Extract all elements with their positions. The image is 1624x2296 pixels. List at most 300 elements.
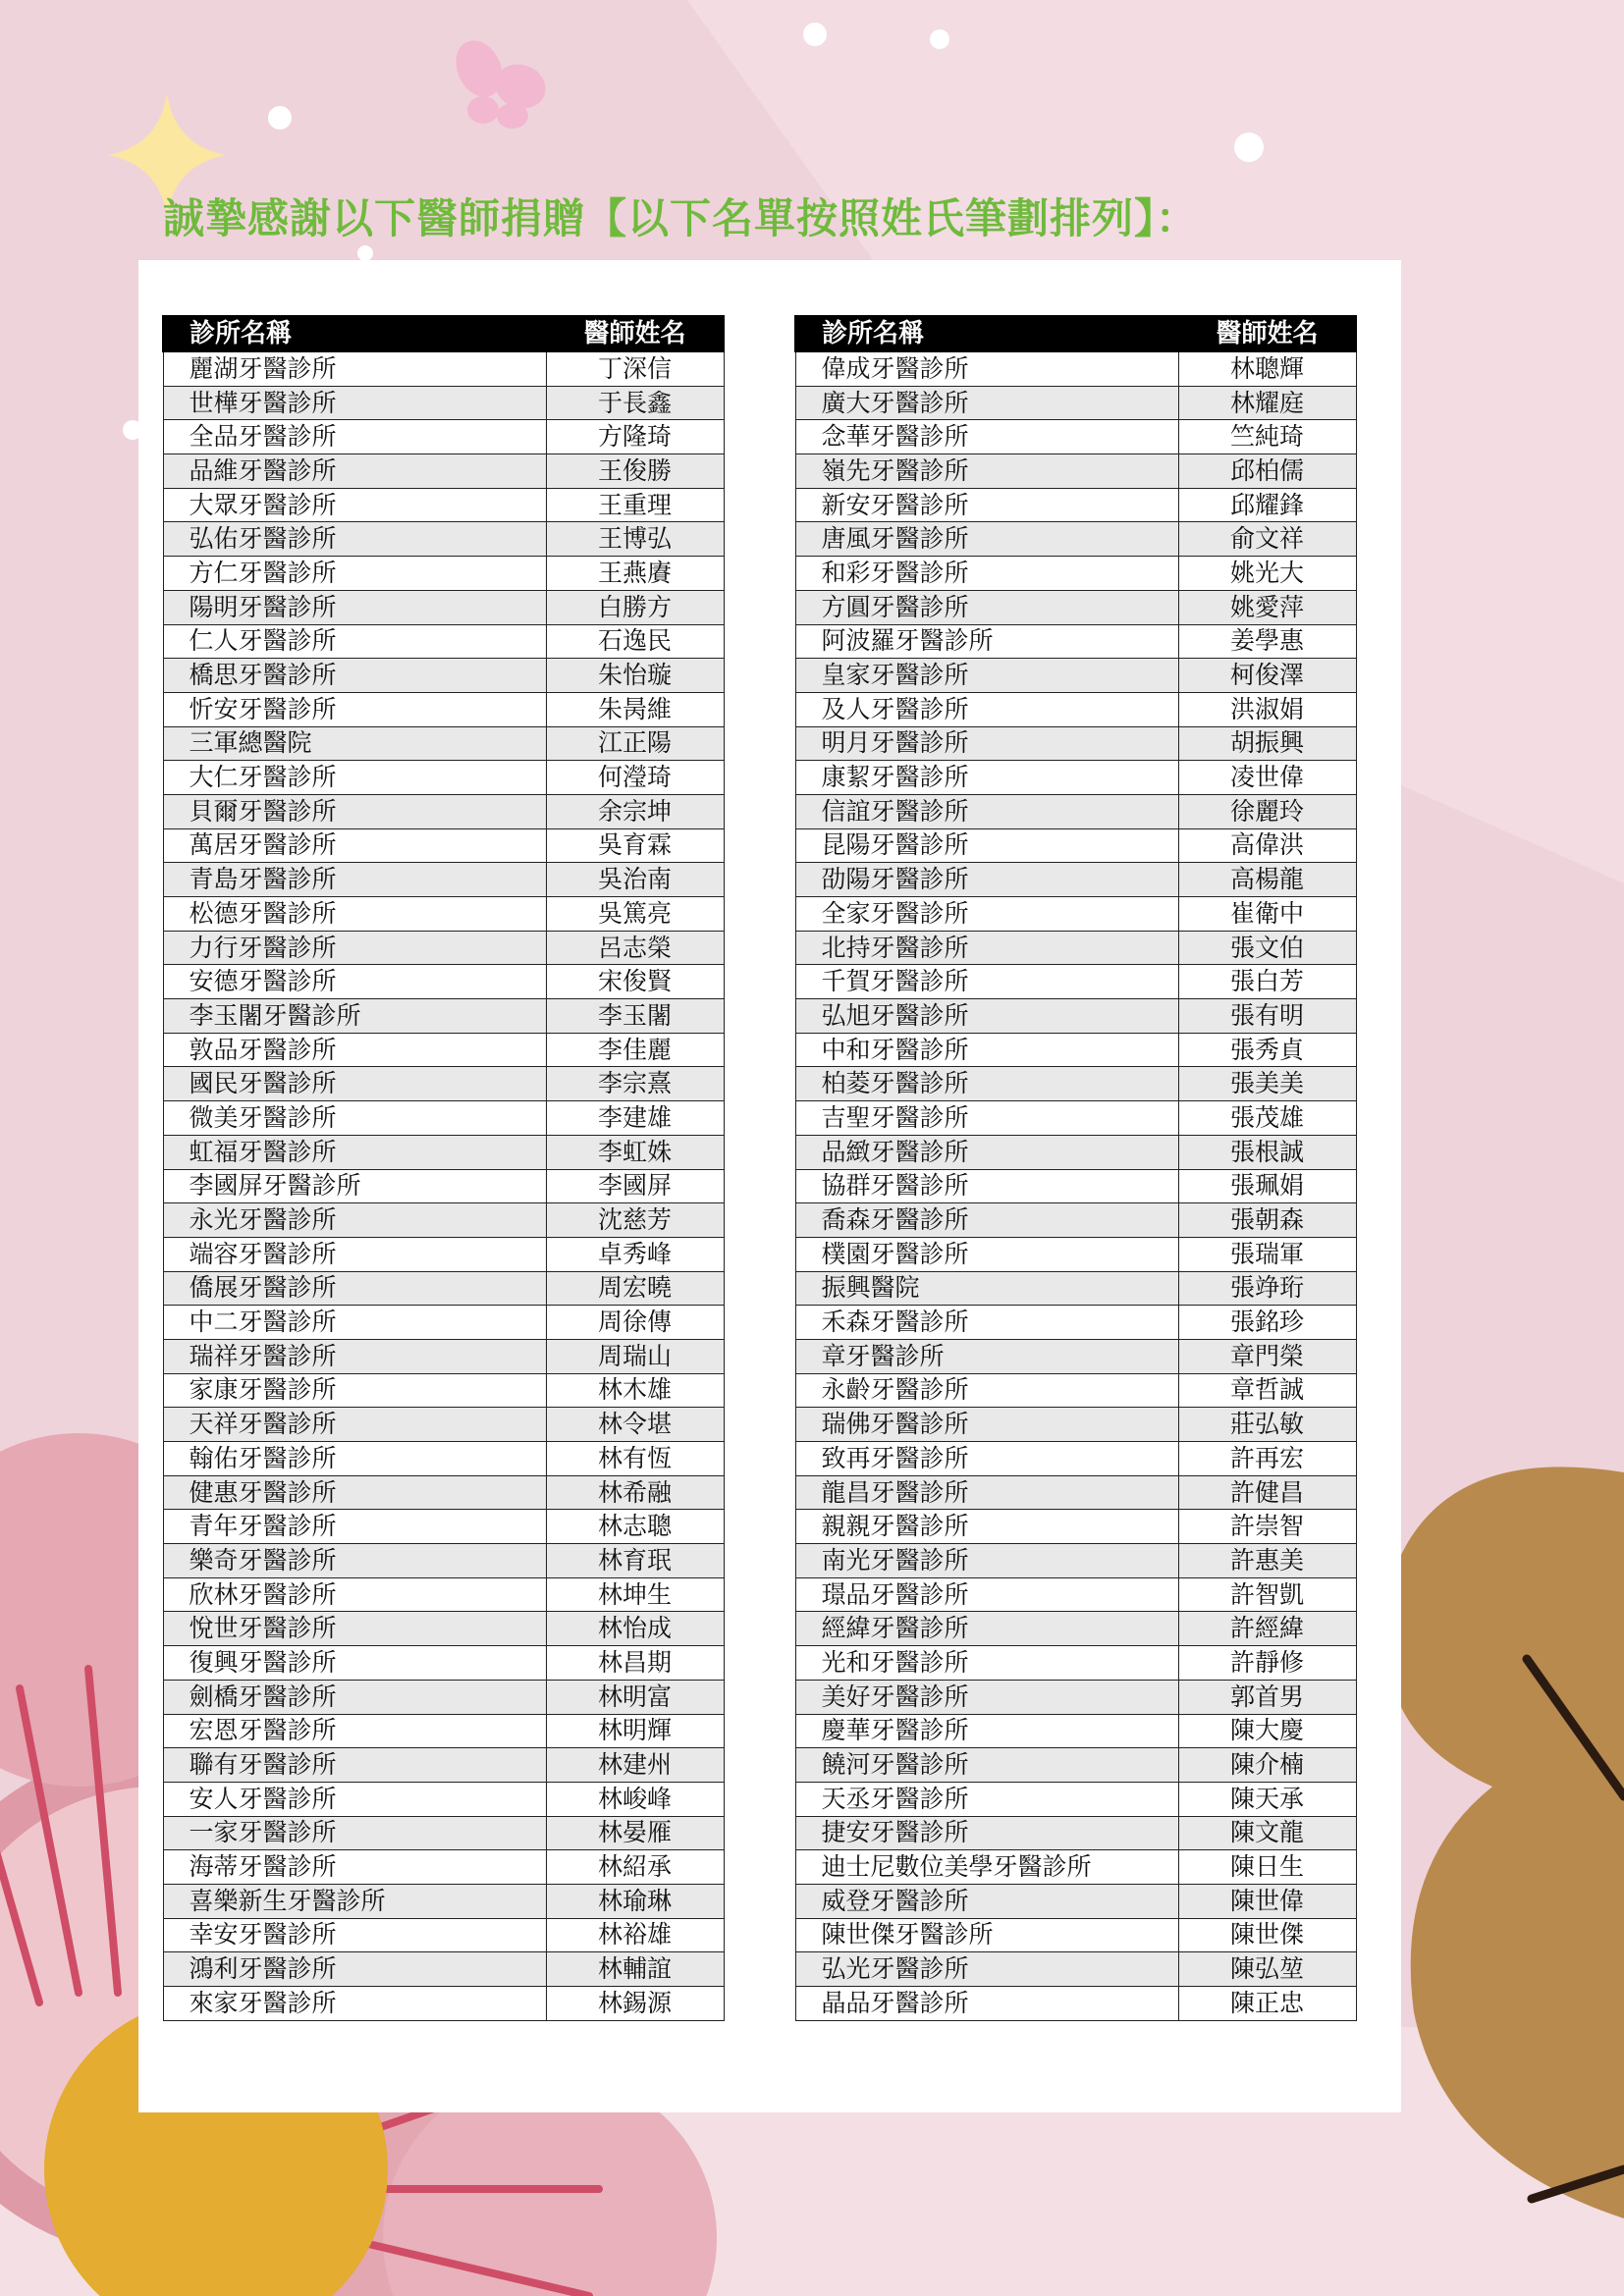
clinic-name-cell: 李玉闍牙醫診所 — [163, 999, 546, 1034]
table-row — [163, 1748, 724, 1783]
doctor-name-cell: 高偉洪 — [1178, 828, 1356, 863]
clinic-name-cell: 力行牙醫診所 — [163, 931, 546, 965]
doctor-name-cell: 林瑜琳 — [546, 1884, 724, 1918]
clinic-name-cell: 全家牙醫診所 — [795, 897, 1178, 932]
clinic-name-cell: 經緯牙醫診所 — [795, 1612, 1178, 1646]
table-row — [795, 1373, 1356, 1408]
table-row — [795, 1544, 1356, 1578]
clinic-name-cell: 陳世傑牙醫診所 — [795, 1918, 1178, 1952]
clinic-name-cell: 鴻利牙醫診所 — [163, 1952, 546, 1987]
doctor-name-cell: 林裕雄 — [546, 1918, 724, 1952]
table-row — [795, 999, 1356, 1034]
clinic-name-cell: 安人牙醫診所 — [163, 1782, 546, 1816]
table-row — [163, 1952, 724, 1987]
table-row — [163, 1850, 724, 1885]
clinic-name-cell: 章牙醫診所 — [795, 1339, 1178, 1373]
clinic-name-cell: 中和牙醫診所 — [795, 1033, 1178, 1067]
doctor-name-cell: 王博弘 — [546, 522, 724, 557]
table-row — [795, 1510, 1356, 1544]
doctor-name-cell: 林建州 — [546, 1748, 724, 1783]
clinic-name-cell: 迪士尼數位美學牙醫診所 — [795, 1850, 1178, 1885]
doctor-name-cell: 朱怡璇 — [546, 659, 724, 693]
donor-table-left — [162, 315, 725, 2021]
table-row — [163, 1918, 724, 1952]
table-row — [163, 1442, 724, 1476]
table-row — [163, 1816, 724, 1850]
table-row — [163, 1544, 724, 1578]
clinic-name-cell: 青島牙醫診所 — [163, 863, 546, 897]
table-row — [795, 522, 1356, 557]
clinic-name-cell: 樂奇牙醫診所 — [163, 1544, 546, 1578]
clinic-name-cell: 信誼牙醫診所 — [795, 794, 1178, 828]
doctor-name-cell: 姚光大 — [1178, 557, 1356, 591]
table-row — [163, 1577, 724, 1612]
table-row — [795, 1339, 1356, 1373]
clinic-name-cell: 禾森牙醫診所 — [795, 1306, 1178, 1340]
clinic-name-cell: 復興牙醫診所 — [163, 1646, 546, 1681]
table-row — [163, 454, 724, 489]
table-row — [163, 386, 724, 420]
doctor-name-cell: 李國屏 — [546, 1169, 724, 1203]
doctor-name-cell: 王重理 — [546, 488, 724, 522]
table-row — [795, 590, 1356, 624]
doctor-name-cell: 張美美 — [1178, 1067, 1356, 1101]
doctor-name-cell: 許經緯 — [1178, 1612, 1356, 1646]
doctor-name-cell: 陳弘堃 — [1178, 1952, 1356, 1987]
clinic-name-cell: 千賀牙醫診所 — [795, 965, 1178, 999]
clinic-name-cell: 南光牙醫診所 — [795, 1544, 1178, 1578]
table-row — [163, 624, 724, 659]
doctor-name-cell: 張朝森 — [1178, 1203, 1356, 1238]
clinic-name-cell: 晶品牙醫診所 — [795, 1987, 1178, 2021]
doctor-name-cell: 陳文龍 — [1178, 1816, 1356, 1850]
table-row — [795, 794, 1356, 828]
table-row — [163, 590, 724, 624]
clinic-name-cell: 一家牙醫診所 — [163, 1816, 546, 1850]
clinic-name-cell: 大仁牙醫診所 — [163, 761, 546, 795]
clinic-name-cell: 健惠牙醫診所 — [163, 1475, 546, 1510]
clinic-name-cell: 新安牙醫診所 — [795, 488, 1178, 522]
doctor-name-cell: 陳天承 — [1178, 1782, 1356, 1816]
table-row — [163, 726, 724, 761]
clinic-name-cell: 瑞佛牙醫診所 — [795, 1408, 1178, 1442]
clinic-name-cell: 吉聖牙醫診所 — [795, 1101, 1178, 1136]
doctor-name-cell: 呂志榮 — [546, 931, 724, 965]
doctor-name-cell: 林志聰 — [546, 1510, 724, 1544]
table-row — [795, 1033, 1356, 1067]
doctor-name-cell: 李玉闍 — [546, 999, 724, 1034]
doctor-name-cell: 周瑞山 — [546, 1339, 724, 1373]
doctor-name-cell: 丁深信 — [546, 351, 724, 386]
table-row — [795, 1884, 1356, 1918]
doctor-name-cell: 林聰輝 — [1178, 351, 1356, 386]
clinic-name-cell: 致再牙醫診所 — [795, 1442, 1178, 1476]
table-row — [795, 931, 1356, 965]
doctor-name-cell: 俞文祥 — [1178, 522, 1356, 557]
doctor-name-cell: 李佳麗 — [546, 1033, 724, 1067]
table-row — [795, 1169, 1356, 1203]
clinic-name-cell: 璟品牙醫診所 — [795, 1577, 1178, 1612]
doctor-name-cell: 邱耀鋒 — [1178, 488, 1356, 522]
clinic-name-cell: 忻安牙醫診所 — [163, 692, 546, 726]
page-heading: 誠摯感謝以下醫師捐贈【以下名單按照姓氏筆劃排列】： — [163, 194, 1199, 242]
table-row — [163, 1237, 724, 1271]
table-row — [795, 624, 1356, 659]
doctor-name-cell: 吳篤亮 — [546, 897, 724, 932]
clinic-name-cell: 翰佑牙醫診所 — [163, 1442, 546, 1476]
clinic-name-cell: 中二牙醫診所 — [163, 1306, 546, 1340]
table-header-row — [795, 316, 1356, 351]
doctor-name-cell: 高楊龍 — [1178, 863, 1356, 897]
doctor-name-cell: 李宗熹 — [546, 1067, 724, 1101]
clinic-name-cell: 喜樂新生牙醫診所 — [163, 1884, 546, 1918]
clinic-name-cell: 龍昌牙醫診所 — [795, 1475, 1178, 1510]
doctor-name-cell: 林明富 — [546, 1680, 724, 1714]
table-row — [795, 1987, 1356, 2021]
doctor-name-cell: 莊弘敏 — [1178, 1408, 1356, 1442]
clinic-name-cell: 麗湖牙醫診所 — [163, 351, 546, 386]
clinic-name-cell: 李國屏牙醫診所 — [163, 1169, 546, 1203]
table-row — [163, 1475, 724, 1510]
doctor-name-cell: 陳世偉 — [1178, 1884, 1356, 1918]
doctor-name-cell: 周徐傳 — [546, 1306, 724, 1340]
clinic-name-cell: 威登牙醫診所 — [795, 1884, 1178, 1918]
table-row — [163, 761, 724, 795]
table-row — [795, 1135, 1356, 1169]
clinic-name-cell: 唐風牙醫診所 — [795, 522, 1178, 557]
clinic-name-cell: 松德牙醫診所 — [163, 897, 546, 932]
clinic-name-cell: 協群牙醫診所 — [795, 1169, 1178, 1203]
clinic-name-cell: 廣大牙醫診所 — [795, 386, 1178, 420]
table-row — [795, 761, 1356, 795]
doctor-name-cell: 宋俊賢 — [546, 965, 724, 999]
doctor-name-cell: 胡振興 — [1178, 726, 1356, 761]
clinic-name-cell: 念華牙醫診所 — [795, 420, 1178, 454]
doctor-name-cell: 崔衛中 — [1178, 897, 1356, 932]
clinic-name-cell: 昆陽牙醫診所 — [795, 828, 1178, 863]
doctor-name-cell: 陳正忠 — [1178, 1987, 1356, 2021]
table-row — [795, 726, 1356, 761]
table-row — [163, 351, 724, 386]
doctor-name-cell: 吳育霖 — [546, 828, 724, 863]
table-row — [795, 1408, 1356, 1442]
table-row — [795, 1067, 1356, 1101]
table-header-row — [163, 316, 724, 351]
clinic-name-cell: 端容牙醫診所 — [163, 1237, 546, 1271]
table-row — [163, 1135, 724, 1169]
doctor-name-cell: 陳介楠 — [1178, 1748, 1356, 1783]
doctor-name-cell: 石逸民 — [546, 624, 724, 659]
doctor-name-cell: 林育珉 — [546, 1544, 724, 1578]
clinic-name-cell: 陽明牙醫診所 — [163, 590, 546, 624]
table-row — [795, 420, 1356, 454]
clinic-name-cell: 三軍總醫院 — [163, 726, 546, 761]
doctor-name-cell: 林峻峰 — [546, 1782, 724, 1816]
clinic-name-cell: 世樺牙醫診所 — [163, 386, 546, 420]
clinic-name-cell: 方仁牙醫診所 — [163, 557, 546, 591]
clinic-name-cell: 劭陽牙醫診所 — [795, 863, 1178, 897]
table-row — [795, 454, 1356, 489]
clinic-name-cell: 阿波羅牙醫診所 — [795, 624, 1178, 659]
clinic-name-cell: 捷安牙醫診所 — [795, 1816, 1178, 1850]
doctor-name-cell: 李建雄 — [546, 1101, 724, 1136]
clinic-name-cell: 喬森牙醫診所 — [795, 1203, 1178, 1238]
doctor-name-cell: 姜學惠 — [1178, 624, 1356, 659]
doctor-name-cell: 王燕賡 — [546, 557, 724, 591]
table-row — [163, 999, 724, 1034]
table-row — [163, 1680, 724, 1714]
clinic-name-cell: 明月牙醫診所 — [795, 726, 1178, 761]
doctor-name-cell: 許智凱 — [1178, 1577, 1356, 1612]
doctor-name-cell: 林耀庭 — [1178, 386, 1356, 420]
clinic-name-cell: 宏恩牙醫診所 — [163, 1714, 546, 1748]
clinic-name-cell: 虹福牙醫診所 — [163, 1135, 546, 1169]
table-row — [795, 863, 1356, 897]
clinic-name-cell: 弘佑牙醫診所 — [163, 522, 546, 557]
doctor-name-cell: 許靜修 — [1178, 1646, 1356, 1681]
doctor-name-cell: 張白芳 — [1178, 965, 1356, 999]
doctor-name-cell: 林有恆 — [546, 1442, 724, 1476]
table-row — [163, 1306, 724, 1340]
table-row — [163, 692, 724, 726]
doctor-name-cell: 周宏曉 — [546, 1271, 724, 1306]
clinic-name-cell: 來家牙醫診所 — [163, 1987, 546, 2021]
doctor-name-cell: 張根誠 — [1178, 1135, 1356, 1169]
doctor-name-cell: 姚愛萍 — [1178, 590, 1356, 624]
doctor-name-cell: 洪淑娟 — [1178, 692, 1356, 726]
table-row — [795, 1271, 1356, 1306]
clinic-name-cell: 安德牙醫診所 — [163, 965, 546, 999]
table-row — [795, 1646, 1356, 1681]
table-row — [795, 897, 1356, 932]
doctor-name-cell: 張銘珍 — [1178, 1306, 1356, 1340]
table-row — [163, 863, 724, 897]
doctor-name-cell: 張茂雄 — [1178, 1101, 1356, 1136]
doctor-name-cell: 凌世偉 — [1178, 761, 1356, 795]
doctor-name-cell: 沈慈芳 — [546, 1203, 724, 1238]
table-row — [795, 1952, 1356, 1987]
doctor-name-cell: 張有明 — [1178, 999, 1356, 1034]
doctor-name-cell: 于長鑫 — [546, 386, 724, 420]
clinic-name-cell: 美好牙醫診所 — [795, 1680, 1178, 1714]
doctor-name-cell: 林晏雁 — [546, 1816, 724, 1850]
doctor-name-cell: 李虹姝 — [546, 1135, 724, 1169]
table-row — [163, 1033, 724, 1067]
clinic-name-cell: 貝爾牙醫診所 — [163, 794, 546, 828]
table-row — [163, 1884, 724, 1918]
doctor-name-cell: 林錫源 — [546, 1987, 724, 2021]
clinic-name-cell: 仁人牙醫診所 — [163, 624, 546, 659]
clinic-name-cell: 和彩牙醫診所 — [795, 557, 1178, 591]
doctor-name-header: 醫師姓名 — [1178, 316, 1356, 351]
table-row — [163, 1714, 724, 1748]
clinic-name-cell: 弘旭牙醫診所 — [795, 999, 1178, 1034]
table-row — [795, 488, 1356, 522]
doctor-name-cell: 林坤生 — [546, 1577, 724, 1612]
table-row — [795, 692, 1356, 726]
clinic-name-cell: 天丞牙醫診所 — [795, 1782, 1178, 1816]
doctor-name-cell: 張秀貞 — [1178, 1033, 1356, 1067]
clinic-name-cell: 劍橋牙醫診所 — [163, 1680, 546, 1714]
doctor-name-cell: 白勝方 — [546, 590, 724, 624]
clinic-name-cell: 聯有牙醫診所 — [163, 1748, 546, 1783]
table-row — [163, 1782, 724, 1816]
doctor-name-cell: 林紹承 — [546, 1850, 724, 1885]
table-row — [795, 351, 1356, 386]
clinic-name-cell: 偉成牙醫診所 — [795, 351, 1178, 386]
clinic-name-cell: 方圓牙醫診所 — [795, 590, 1178, 624]
clinic-name-cell: 國民牙醫診所 — [163, 1067, 546, 1101]
doctor-name-cell: 王俊勝 — [546, 454, 724, 489]
doctor-name-cell: 張文伯 — [1178, 931, 1356, 965]
table-row — [163, 794, 724, 828]
table-row — [795, 1850, 1356, 1885]
clinic-name-cell: 品緻牙醫診所 — [795, 1135, 1178, 1169]
clinic-name-cell: 全品牙醫診所 — [163, 420, 546, 454]
doctor-name-cell: 方隆琦 — [546, 420, 724, 454]
table-row — [163, 557, 724, 591]
doctor-name-cell: 張竫珩 — [1178, 1271, 1356, 1306]
clinic-name-cell: 僑展牙醫診所 — [163, 1271, 546, 1306]
clinic-name-cell: 瑞祥牙醫診所 — [163, 1339, 546, 1373]
table-row — [163, 1987, 724, 2021]
doctor-name-cell: 張珮娟 — [1178, 1169, 1356, 1203]
clinic-name-cell: 品維牙醫診所 — [163, 454, 546, 489]
clinic-name-cell: 振興醫院 — [795, 1271, 1178, 1306]
clinic-name-cell: 欣林牙醫診所 — [163, 1577, 546, 1612]
table-row — [795, 386, 1356, 420]
clinic-name-cell: 親親牙醫診所 — [795, 1510, 1178, 1544]
table-row — [163, 420, 724, 454]
doctor-name-cell: 許崇智 — [1178, 1510, 1356, 1544]
doctor-name-cell: 許惠美 — [1178, 1544, 1356, 1578]
doctor-name-cell: 陳世傑 — [1178, 1918, 1356, 1952]
doctor-name-cell: 林令堪 — [546, 1408, 724, 1442]
doctor-name-cell: 林希融 — [546, 1475, 724, 1510]
table-row — [795, 1101, 1356, 1136]
clinic-name-cell: 樸園牙醫診所 — [795, 1237, 1178, 1271]
table-row — [795, 1714, 1356, 1748]
doctor-name-cell: 陳大慶 — [1178, 1714, 1356, 1748]
clinic-name-cell: 幸安牙醫診所 — [163, 1918, 546, 1952]
table-row — [163, 1169, 724, 1203]
doctor-name-cell: 吳治南 — [546, 863, 724, 897]
table-row — [163, 1339, 724, 1373]
doctor-name-cell: 許健昌 — [1178, 1475, 1356, 1510]
clinic-name-cell: 柏菱牙醫診所 — [795, 1067, 1178, 1101]
table-row — [795, 1816, 1356, 1850]
table-row — [163, 1373, 724, 1408]
table-row — [163, 488, 724, 522]
doctor-name-cell: 柯俊澤 — [1178, 659, 1356, 693]
clinic-name-cell: 康絜牙醫診所 — [795, 761, 1178, 795]
clinic-name-header: 診所名稱 — [163, 316, 546, 351]
doctor-name-cell: 陳日生 — [1178, 1850, 1356, 1885]
table-row — [795, 1612, 1356, 1646]
clinic-name-cell: 大眾牙醫診所 — [163, 488, 546, 522]
donor-table-right — [794, 315, 1357, 2021]
doctor-name-cell: 張瑞軍 — [1178, 1237, 1356, 1271]
doctor-name-cell: 許再宏 — [1178, 1442, 1356, 1476]
table-row — [163, 1510, 724, 1544]
doctor-name-cell: 卓秀峰 — [546, 1237, 724, 1271]
table-row — [163, 931, 724, 965]
table-row — [795, 1442, 1356, 1476]
table-row — [163, 1203, 724, 1238]
table-row — [163, 1101, 724, 1136]
doctor-name-cell: 章哲誠 — [1178, 1373, 1356, 1408]
clinic-name-cell: 皇家牙醫診所 — [795, 659, 1178, 693]
clinic-name-cell: 饒河牙醫診所 — [795, 1748, 1178, 1783]
doctor-name-header: 醫師姓名 — [546, 316, 724, 351]
clinic-name-cell: 北持牙醫診所 — [795, 931, 1178, 965]
clinic-name-cell: 光和牙醫診所 — [795, 1646, 1178, 1681]
table-row — [163, 965, 724, 999]
table-row — [163, 1408, 724, 1442]
table-row — [795, 1748, 1356, 1783]
table-row — [795, 965, 1356, 999]
table-row — [163, 1067, 724, 1101]
clinic-name-cell: 微美牙醫診所 — [163, 1101, 546, 1136]
table-row — [163, 828, 724, 863]
table-row — [795, 1475, 1356, 1510]
clinic-name-cell: 海蒂牙醫診所 — [163, 1850, 546, 1885]
doctor-name-cell: 竺純琦 — [1178, 420, 1356, 454]
clinic-name-header: 診所名稱 — [795, 316, 1178, 351]
clinic-name-cell: 嶺先牙醫診所 — [795, 454, 1178, 489]
doctor-name-cell: 邱柏儒 — [1178, 454, 1356, 489]
doctor-name-cell: 林明輝 — [546, 1714, 724, 1748]
doctor-name-cell: 林輔誼 — [546, 1952, 724, 1987]
clinic-name-cell: 青年牙醫診所 — [163, 1510, 546, 1544]
table-row — [795, 1782, 1356, 1816]
clinic-name-cell: 家康牙醫診所 — [163, 1373, 546, 1408]
clinic-name-cell: 悅世牙醫診所 — [163, 1612, 546, 1646]
table-row — [795, 1237, 1356, 1271]
doctor-name-cell: 林怡成 — [546, 1612, 724, 1646]
table-row — [795, 828, 1356, 863]
table-row — [795, 1577, 1356, 1612]
clinic-name-cell: 萬居牙醫診所 — [163, 828, 546, 863]
table-row — [163, 659, 724, 693]
doctor-name-cell: 江正陽 — [546, 726, 724, 761]
clinic-name-cell: 慶華牙醫診所 — [795, 1714, 1178, 1748]
clinic-name-cell: 天祥牙醫診所 — [163, 1408, 546, 1442]
doctor-name-cell: 徐麗玲 — [1178, 794, 1356, 828]
table-row — [163, 1612, 724, 1646]
doctor-name-cell: 林昌期 — [546, 1646, 724, 1681]
clinic-name-cell: 弘光牙醫診所 — [795, 1952, 1178, 1987]
doctor-name-cell: 章門榮 — [1178, 1339, 1356, 1373]
table-row — [795, 557, 1356, 591]
doctor-name-cell: 朱昺維 — [546, 692, 724, 726]
table-row — [163, 1646, 724, 1681]
clinic-name-cell: 永齡牙醫診所 — [795, 1373, 1178, 1408]
table-row — [795, 1680, 1356, 1714]
butterfly-icon — [447, 33, 552, 129]
table-row — [163, 897, 724, 932]
table-row — [795, 1203, 1356, 1238]
doctor-name-cell: 余宗坤 — [546, 794, 724, 828]
table-row — [163, 1271, 724, 1306]
doctor-name-cell: 郭首男 — [1178, 1680, 1356, 1714]
table-row — [795, 1306, 1356, 1340]
doctor-name-cell: 林木雄 — [546, 1373, 724, 1408]
clinic-name-cell: 及人牙醫診所 — [795, 692, 1178, 726]
doctor-name-cell: 何瀅琦 — [546, 761, 724, 795]
clinic-name-cell: 永光牙醫診所 — [163, 1203, 546, 1238]
clinic-name-cell: 橋思牙醫診所 — [163, 659, 546, 693]
